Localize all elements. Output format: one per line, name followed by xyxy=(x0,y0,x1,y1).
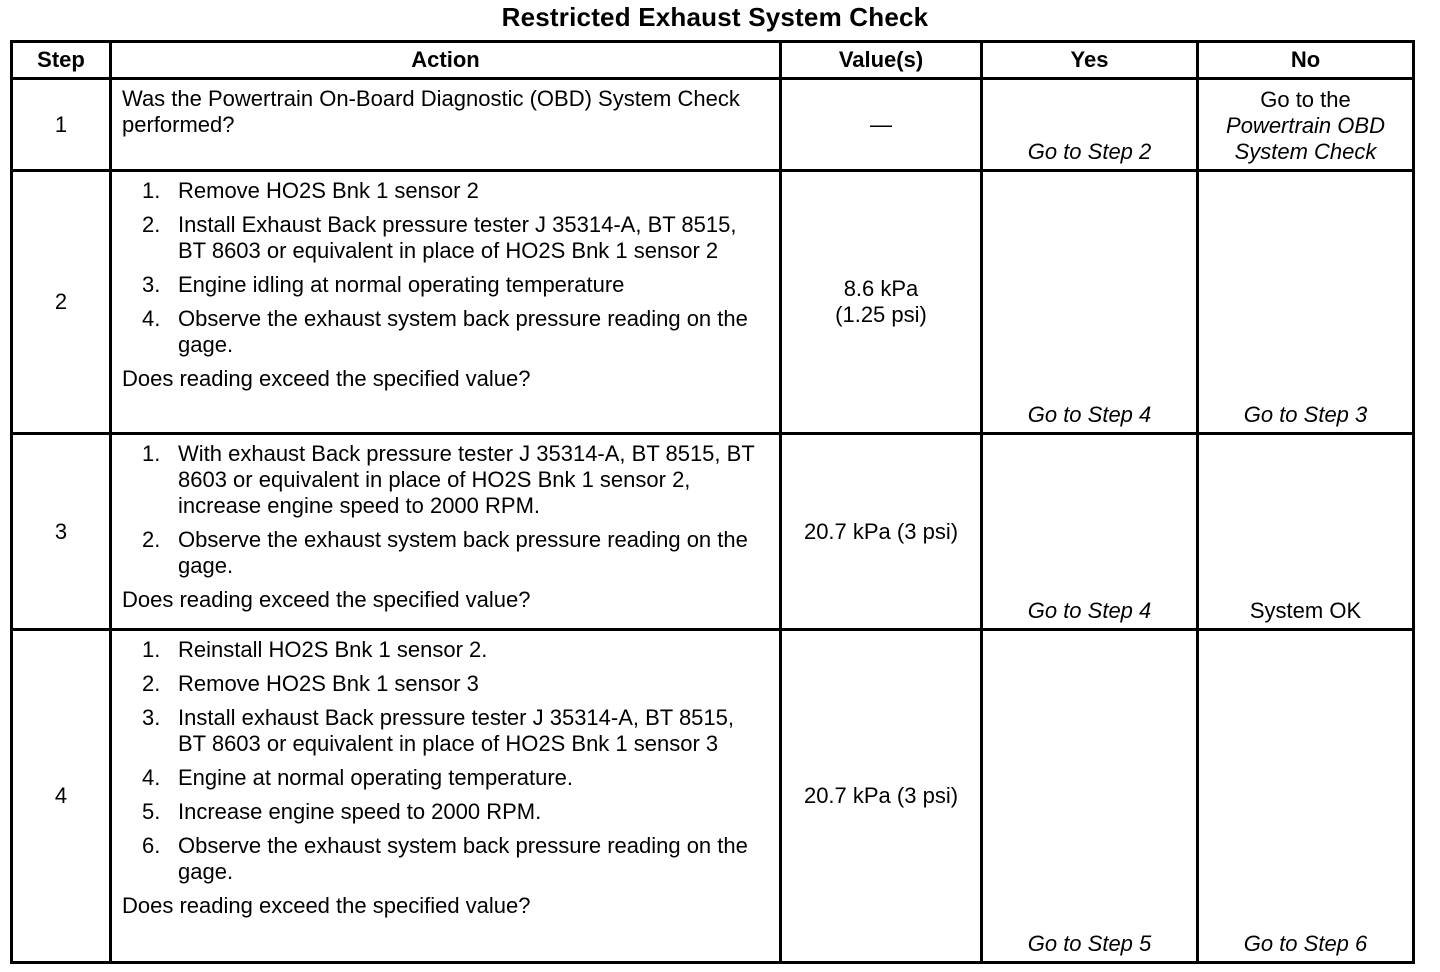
no-link[interactable]: Go to Step 3 xyxy=(1243,402,1368,427)
list-item: 2. Observe the exhaust system back pressure reading on the gage. xyxy=(142,527,771,579)
list-item: 3. Install exhaust Back pressure tester J 35314-A, BT 8515, BT 8603 or equivalent in place of HO2S Bnk 1 sensor 3 xyxy=(142,705,771,757)
action-item-text: Install Exhaust Back pressure tester J 35314-A, BT 8515, BT 8603 or equivalent in place of HO2S Bnk 1 sensor 2 xyxy=(178,212,737,263)
list-item: 1. Reinstall HO2S Bnk 1 sensor 2. xyxy=(142,637,771,663)
no-link[interactable]: Powertrain OBD System Check xyxy=(1226,113,1385,164)
step-number: 1 xyxy=(12,79,111,171)
action-list xyxy=(122,441,771,579)
action-item-text: Engine at normal operating temperature. xyxy=(178,765,574,790)
table-row xyxy=(12,630,1414,963)
value-cell xyxy=(781,171,982,434)
no-cell xyxy=(1198,171,1414,434)
action-item-text: Engine idling at normal operating temperature xyxy=(178,272,625,297)
header-step: Step xyxy=(12,42,111,79)
yes-link[interactable]: Go to Step 4 xyxy=(1027,598,1152,623)
header-no: No xyxy=(1198,42,1414,79)
yes-cell xyxy=(982,630,1198,963)
yes-link[interactable]: Go to Step 5 xyxy=(1027,931,1152,956)
header-values: Value(s) xyxy=(781,42,982,79)
action-item-text: Reinstall HO2S Bnk 1 sensor 2. xyxy=(178,637,488,662)
value-line: — xyxy=(870,111,892,137)
yes-cell xyxy=(982,434,1198,630)
step-number: 3 xyxy=(12,434,111,630)
value-cell xyxy=(781,79,982,171)
action-item-text: Observe the exhaust system back pressure reading on the gage. xyxy=(178,527,748,578)
header-action: Action xyxy=(111,42,781,79)
action-question: Does reading exceed the specified value? xyxy=(122,366,531,391)
value-line: 20.7 kPa (3 psi) xyxy=(803,518,959,544)
no-cell xyxy=(1198,630,1414,963)
action-cell xyxy=(111,630,781,963)
action-list xyxy=(122,637,771,885)
list-item: 1. With exhaust Back pressure tester J 35314-A, BT 8515, BT 8603 or equivalent in place of HO2S Bnk 1 sensor 2, increase engine speed to 2000 RPM. xyxy=(142,441,771,519)
action-item-text: Increase engine speed to 2000 RPM. xyxy=(178,799,542,824)
table-row xyxy=(12,171,1414,434)
action-cell xyxy=(111,171,781,434)
table-row xyxy=(12,434,1414,630)
yes-cell xyxy=(982,171,1198,434)
value-cell xyxy=(781,434,982,630)
value-cell xyxy=(781,630,982,963)
list-item: 4. Observe the exhaust system back pressure reading on the gage. xyxy=(142,306,771,358)
action-question: Does reading exceed the specified value? xyxy=(122,893,531,918)
action-item-text: Observe the exhaust system back pressure reading on the gage. xyxy=(178,306,748,357)
step-number: 2 xyxy=(12,171,111,434)
header-row xyxy=(12,42,1414,79)
no-cell xyxy=(1198,434,1414,630)
no-prefix: Go to the xyxy=(1260,87,1351,112)
action-item-text: Install exhaust Back pressure tester J 35314-A, BT 8515, BT 8603 or equivalent in place of HO2S Bnk 1 sensor 3 xyxy=(178,705,735,756)
action-list xyxy=(122,178,771,358)
action-item-text: Remove HO2S Bnk 1 sensor 3 xyxy=(178,671,479,696)
action-question: Does reading exceed the specified value? xyxy=(122,587,531,612)
value-line: 20.7 kPa (3 psi) xyxy=(803,783,959,808)
diagnostic-table xyxy=(10,40,1415,964)
action-cell xyxy=(111,79,781,171)
list-item: 2. Install Exhaust Back pressure tester J 35314-A, BT 8515, BT 8603 or equivalent in place of HO2S Bnk 1 sensor 2 xyxy=(142,212,771,264)
value-line: 8.6 kPa xyxy=(843,276,919,301)
step-number: 4 xyxy=(12,630,111,963)
value-line: (1.25 psi) xyxy=(835,302,927,327)
page-title: Restricted Exhaust System Check xyxy=(501,2,929,32)
action-item-text: Observe the exhaust system back pressure reading on the gage. xyxy=(178,833,748,884)
action-item-text: With exhaust Back pressure tester J 35314-A, BT 8515, BT 8603 or equivalent in place of HO2S Bnk 1 sensor 2, increase engine speed to 2000 RPM. xyxy=(178,441,755,518)
action-question: Was the Powertrain On-Board Diagnostic (OBD) System Check performed? xyxy=(122,86,740,137)
list-item: 6. Observe the exhaust system back pressure reading on the gage. xyxy=(142,833,771,885)
action-item-text: Remove HO2S Bnk 1 sensor 2 xyxy=(178,178,479,203)
action-cell xyxy=(111,434,781,630)
table-row xyxy=(12,79,1414,171)
yes-link[interactable]: Go to Step 2 xyxy=(1027,139,1152,164)
no-link[interactable]: Go to Step 6 xyxy=(1243,931,1368,956)
no-cell xyxy=(1198,79,1414,171)
header-yes: Yes xyxy=(982,42,1198,79)
list-item: 1. Remove HO2S Bnk 1 sensor 2 xyxy=(142,178,771,204)
list-item: 2. Remove HO2S Bnk 1 sensor 3 xyxy=(142,671,771,697)
list-item: 3. Engine idling at normal operating temperature xyxy=(142,272,771,298)
list-item: 4. Engine at normal operating temperature. xyxy=(142,765,771,791)
no-result: System OK xyxy=(1249,598,1362,623)
yes-cell xyxy=(982,79,1198,171)
list-item: 5. Increase engine speed to 2000 RPM. xyxy=(142,799,771,825)
yes-link[interactable]: Go to Step 4 xyxy=(1027,402,1152,427)
